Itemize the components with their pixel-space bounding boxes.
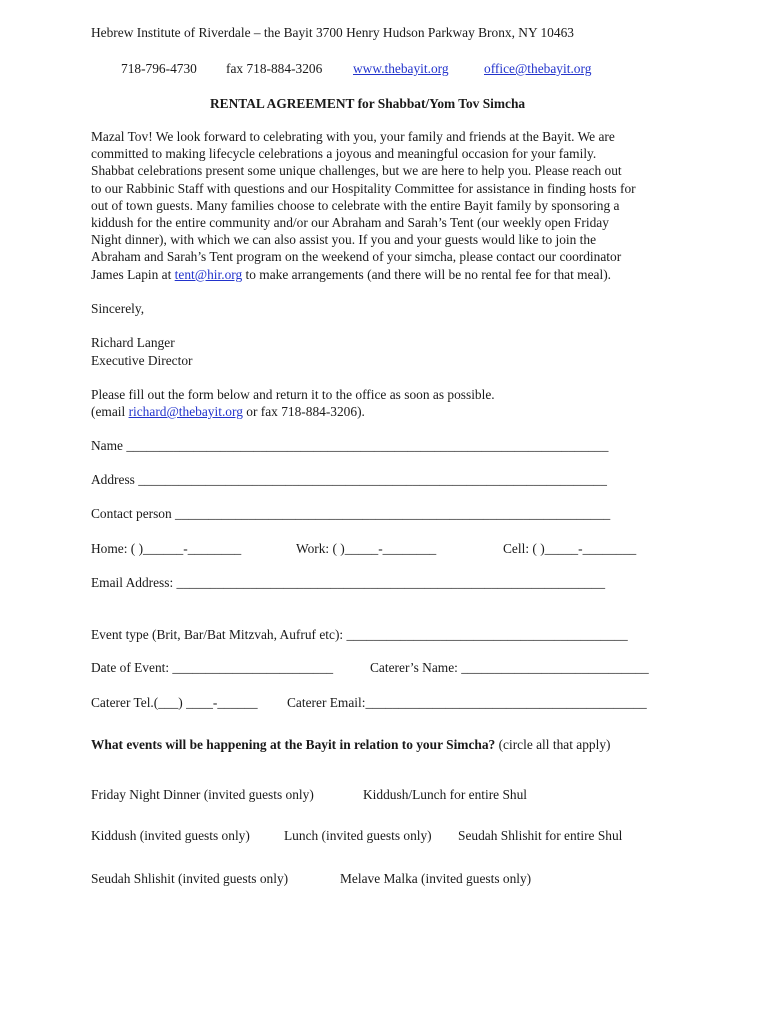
letter-body <box>91 128 691 283</box>
letter-line: committed to making lifecycle celebrations a joyous and meaningful occasion for your family. <box>91 146 597 162</box>
letter-line: out of town guests. Many families choose to celebrate with the entire Bayit family by sponsoring a <box>91 197 620 213</box>
instructions-line2 <box>91 403 365 420</box>
events-question-text: What events will be happening at the Bayit in relation to your Simcha? <box>91 737 496 752</box>
address-field[interactable]: Address ______________________________________________________________________ <box>91 472 607 487</box>
cell-phone-field[interactable]: Cell: ( )_____-________ <box>503 541 637 556</box>
event-option-friday-dinner[interactable]: Friday Night Dinner (invited guests only) <box>91 787 314 802</box>
caterer-tel-field[interactable]: Caterer Tel.(___) ____-______ <box>91 695 258 710</box>
work-phone-field[interactable]: Work: ( )_____-________ <box>296 541 437 556</box>
richard-email-link[interactable]: richard@thebayit.org <box>128 404 243 419</box>
signer-title: Executive Director <box>91 353 193 368</box>
tent-email-link[interactable]: tent@hir.org <box>174 266 243 282</box>
email-address-field[interactable]: Email Address: ________________________________________________________________ <box>91 575 606 590</box>
letter-line: Shabbat celebrations present some unique challenges, but we are here to help you. Please reach out <box>91 163 622 179</box>
closing: Sincerely, <box>91 301 145 316</box>
events-question-note: (circle all that apply) <box>495 737 611 752</box>
signer-name: Richard Langer <box>91 335 175 350</box>
letter-line: kiddush for the entire community and/or our Abraham and Sarah’s Tent (our weekly open Friday <box>91 215 609 231</box>
letter-last-line <box>91 266 691 283</box>
event-option-lunch-invited[interactable]: Lunch (invited guests only) <box>284 828 432 843</box>
letter-line: Night dinner), with which we can also assist you. If you and your guests would like to join the <box>91 232 597 248</box>
header-fax: fax 718-884-3206 <box>226 61 323 76</box>
letter-last-prefix: James Lapin at <box>91 266 175 282</box>
page-title: RENTAL AGREEMENT for Shabbat/Yom Tov Simcha <box>210 96 526 111</box>
event-date-field[interactable]: Date of Event: ________________________ <box>91 660 334 675</box>
event-type-field[interactable]: Event type (Brit, Bar/Bat Mitzvah, Aufruf etc): __________________________________________ <box>91 627 628 642</box>
letter-last-suffix: to make arrangements (and there will be no rental fee for that meal). <box>242 266 612 282</box>
header-phone: 718-796-4730 <box>121 61 197 76</box>
event-option-seudah-invited[interactable]: Seudah Shlishit (invited guests only) <box>91 871 289 886</box>
event-option-kiddush-lunch-shul[interactable]: Kiddush/Lunch for entire Shul <box>363 787 528 802</box>
event-option-melave-malka[interactable]: Melave Malka (invited guests only) <box>340 871 532 886</box>
letter-line: Abraham and Sarah’s Tent program on the weekend of your simcha, please contact our coordinator <box>91 249 622 265</box>
name-field[interactable]: Name ________________________________________________________________________ <box>91 438 609 453</box>
header-address: Hebrew Institute of Riverdale – the Bayit 3700 Henry Hudson Parkway Bronx, NY 10463 <box>91 25 574 40</box>
caterer-email-field[interactable]: Caterer Email:__________________________________________ <box>287 695 647 710</box>
instructions-suffix: or fax 718-884-3206). <box>242 404 365 419</box>
caterer-name-field[interactable]: Caterer’s Name: ____________________________ <box>370 660 649 675</box>
letter-line: Mazal Tov! We look forward to celebrating with you, your family and friends at the Bayit. We are <box>91 129 615 144</box>
events-question <box>91 736 611 753</box>
event-option-seudah-shul[interactable]: Seudah Shlishit for entire Shul <box>458 828 623 843</box>
letter-line: to our Rabbinic Staff with questions and our Hospitality Committee for assistance in finding hosts for <box>91 180 636 196</box>
instructions-line1: Please fill out the form below and return it to the office as soon as possible. <box>91 387 495 402</box>
office-email-link[interactable]: office@thebayit.org <box>484 61 592 76</box>
event-option-kiddush-invited[interactable]: Kiddush (invited guests only) <box>91 828 250 843</box>
website-link[interactable]: www.thebayit.org <box>353 61 449 76</box>
contact-person-field[interactable]: Contact person _________________________________________________________________ <box>91 506 611 521</box>
home-phone-field[interactable]: Home: ( )______-________ <box>91 541 242 556</box>
instructions-prefix: (email <box>91 404 129 419</box>
